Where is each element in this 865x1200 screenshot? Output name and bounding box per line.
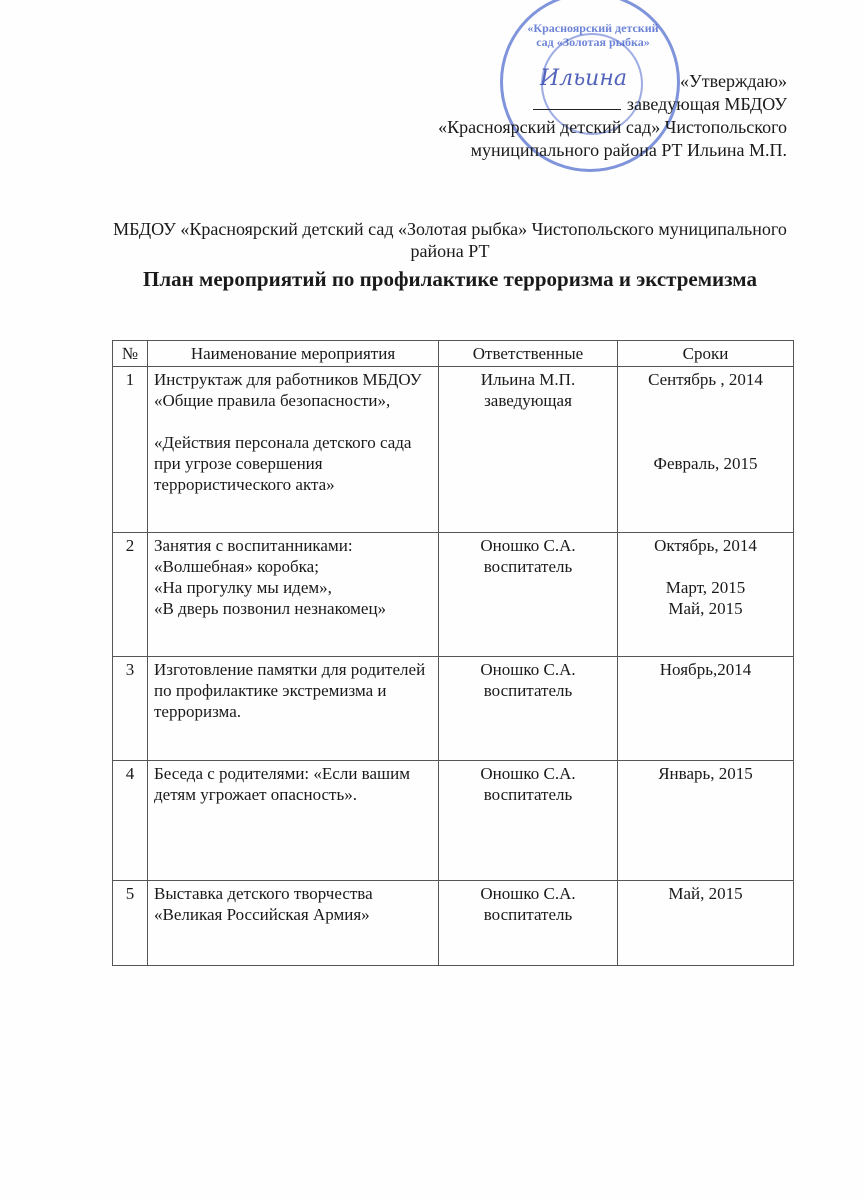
table-row: [113, 657, 794, 761]
signature: Ильина: [540, 66, 627, 91]
dates: Май, 2015: [618, 881, 794, 966]
approval-line-3: «Красноярский детский сад» Чистопольского: [438, 117, 787, 137]
event-name: Беседа с родителями: «Если вашим детям угрожает опасность».: [148, 761, 439, 881]
column-header-number: №: [113, 341, 148, 367]
dates: Ноябрь,2014: [618, 657, 794, 761]
stamp-center-text: «Красноярский детский сад «Золотая рыбка»: [527, 21, 659, 49]
signature-line: [533, 109, 621, 110]
responsible: Оношко С.А. воспитатель: [439, 761, 618, 881]
event-name: Занятия с воспитанниками: «Волшебная» коробка; «На прогулку мы идем», «В дверь позвонил незнакомец»: [148, 533, 439, 657]
responsible: Оношко С.А. воспитатель: [439, 657, 618, 761]
column-header-name: Наименование мероприятия: [148, 341, 439, 367]
event-name: Выставка детского творчества «Великая Российская Армия»: [148, 881, 439, 966]
row-number: 5: [113, 881, 148, 966]
organization-name: МБДОУ «Красноярский детский сад «Золотая рыбка» Чистопольского муниципального района РТ: [113, 219, 787, 261]
column-header-dates: Сроки: [618, 341, 794, 367]
dates: Сентябрь , 2014 Февраль, 2015: [618, 367, 794, 533]
table-row: [113, 533, 794, 657]
events-table: [112, 340, 794, 966]
dates: Октябрь, 2014 Март, 2015 Май, 2015: [618, 533, 794, 657]
event-name: Инструктаж для работников МБДОУ «Общие правила безопасности», «Действия персонала детского сада при угрозе совершения террористического акта»: [148, 367, 439, 533]
approval-line-2: заведующая МБДОУ: [626, 94, 787, 114]
table-row: [113, 367, 794, 533]
responsible: Оношко С.А. воспитатель: [439, 533, 618, 657]
approval-block: [438, 70, 787, 162]
event-name: Изготовление памятки для родителей по профилактике экстремизма и терроризма.: [148, 657, 439, 761]
responsible: Оношко С.А. воспитатель: [439, 881, 618, 966]
table-row: [113, 881, 794, 966]
approval-line-1: «Утверждаю»: [679, 71, 787, 91]
approval-line-4: муниципального района РТ Ильина М.П.: [470, 140, 787, 160]
row-number: 4: [113, 761, 148, 881]
document-title: План мероприятий по профилактике терроризма и экстремизма: [143, 267, 757, 291]
row-number: 2: [113, 533, 148, 657]
table-header-row: [113, 341, 794, 367]
column-header-responsible: Ответственные: [439, 341, 618, 367]
row-number: 1: [113, 367, 148, 533]
responsible: Ильина М.П. заведующая: [439, 367, 618, 533]
row-number: 3: [113, 657, 148, 761]
table-row: [113, 761, 794, 881]
dates: Январь, 2015: [618, 761, 794, 881]
